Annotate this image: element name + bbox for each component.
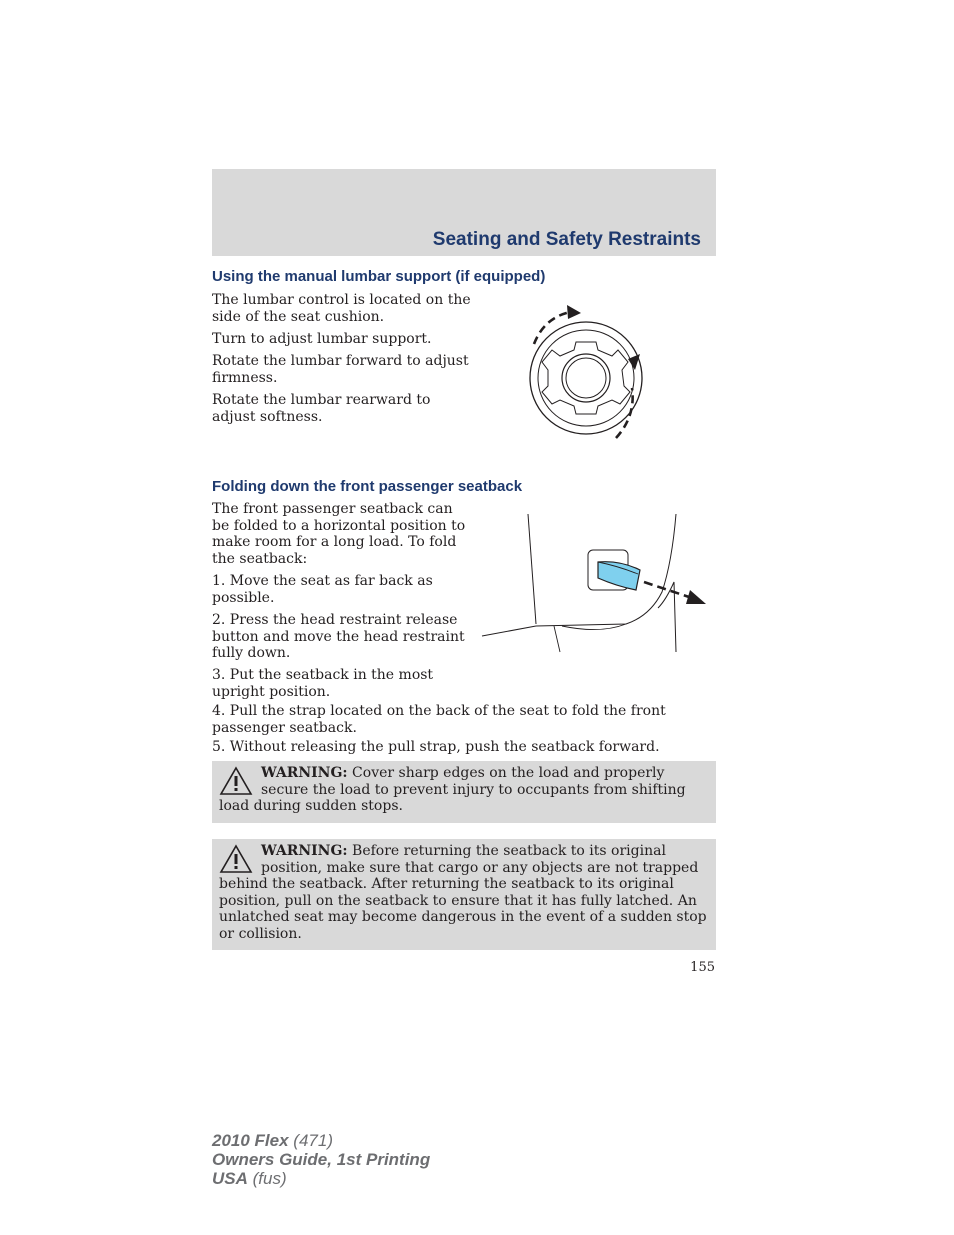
footer-line (212, 1169, 430, 1188)
folding-step: 1. Move the seat as far back as possible. (212, 573, 433, 606)
warning-box (212, 761, 716, 823)
folding-step: 2. Press the head restraint release button and move the head restraint fully down. (212, 612, 465, 661)
page-number: 155 (690, 960, 715, 975)
seatback-strap-figure (480, 512, 710, 657)
folding-step: 5. Without releasing the pull strap, push the seatback forward. (212, 739, 660, 755)
footer-guide: Owners Guide, 1st Printing (212, 1150, 431, 1169)
warning-triangle-icon (219, 766, 253, 796)
footer-line (212, 1150, 430, 1169)
warning-box (212, 839, 716, 950)
folding-step: 4. Pull the strap located on the back of the seat to fold the front passenger seatback. (212, 703, 666, 736)
footer (212, 1131, 430, 1188)
lumbar-paragraph: Turn to adjust lumbar support. (212, 331, 432, 347)
footer-region: USA (212, 1169, 248, 1188)
footer-region-code: (fus) (252, 1169, 287, 1188)
lumbar-paragraph: Rotate the lumbar forward to adjust firmness. (212, 353, 469, 386)
warning-triangle-icon (219, 844, 253, 874)
footer-line (212, 1131, 430, 1150)
warning-label: WARNING: (261, 843, 348, 859)
footer-code: (471) (293, 1131, 333, 1150)
warning-text: Before returning the seatback to its original position, make sure that cargo or any objects are not trapped behind the seatback. After returning the seatback to its original position, pull on the seatback to ensure that it has fully latched. An unlatched seat may become dangerous in the event of a sudden stop or collision. (219, 843, 707, 942)
folding-step: 3. Put the seatback in the most upright position. (212, 667, 434, 700)
section-title: Seating and Safety Restraints (432, 229, 701, 250)
folding-intro: The front passenger seatback can be folded to a horizontal position to make room for a long load. To fold the seatback: (212, 501, 466, 567)
folding-heading: Folding down the front passenger seatback (212, 478, 523, 495)
lumbar-knob-figure (520, 300, 670, 445)
lumbar-paragraph: The lumbar control is located on the side of the seat cushion. (212, 292, 471, 325)
footer-model: 2010 Flex (212, 1131, 289, 1150)
section-header-band (212, 169, 716, 256)
warning-text: Cover sharp edges on the load and properly secure the load to prevent injury to occupants from shifting load during sudden stops. (219, 765, 686, 814)
warning-label: WARNING: (261, 765, 348, 781)
lumbar-heading: Using the manual lumbar support (if equipped) (212, 268, 546, 285)
lumbar-paragraph: Rotate the lumbar rearward to adjust softness. (212, 392, 431, 425)
